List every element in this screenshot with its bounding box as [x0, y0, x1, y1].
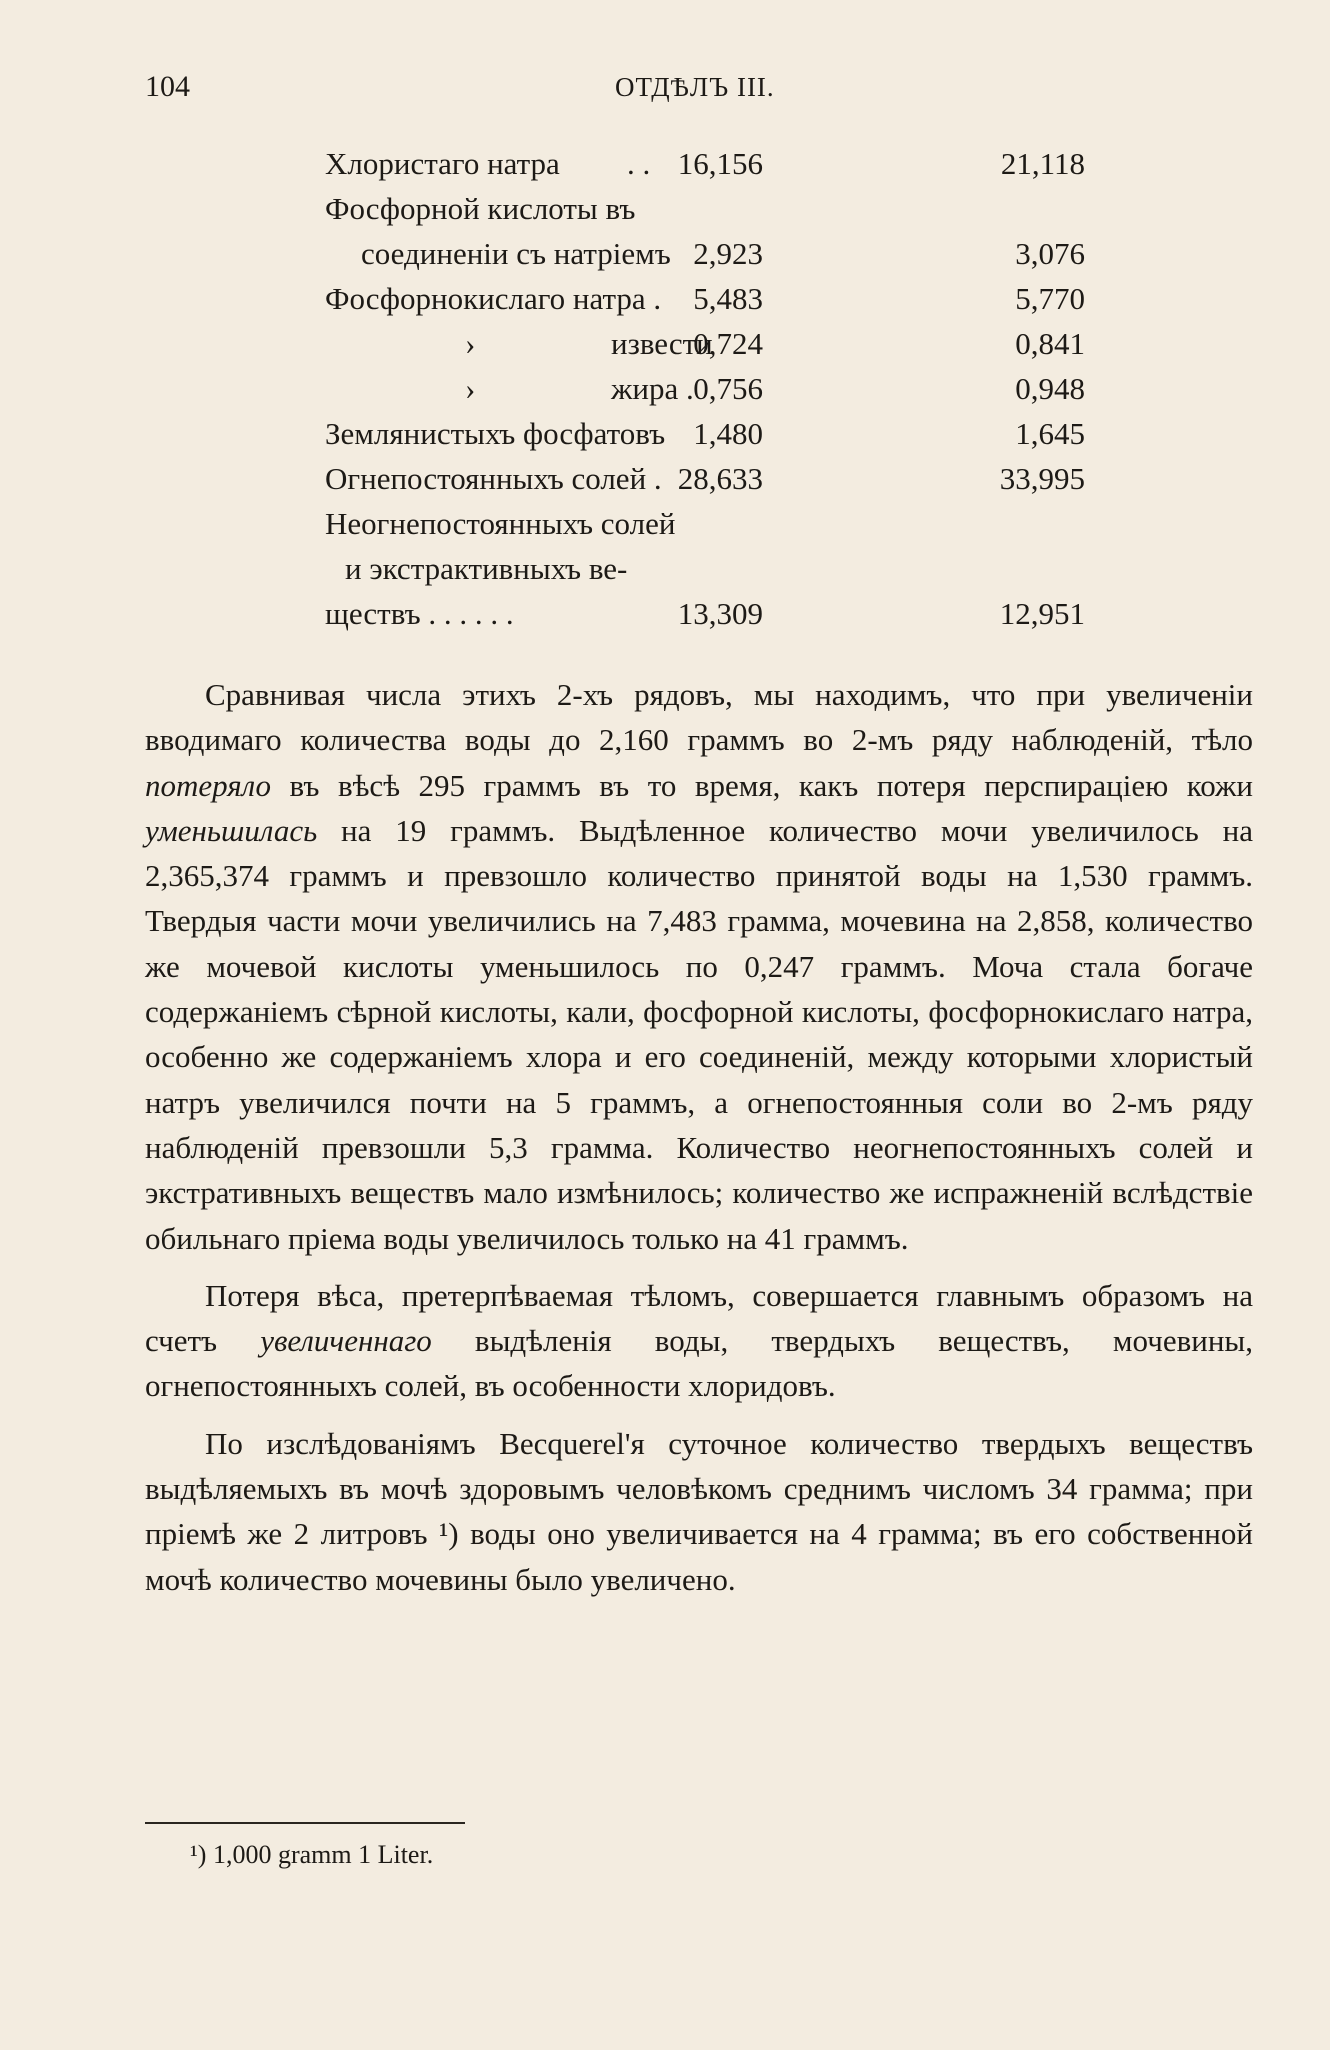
table-row: [325, 461, 1085, 506]
footnote-rule: [145, 1822, 465, 1824]
row-label: соединенiи съ натрiемъ: [361, 236, 671, 271]
value-col1: 13,309: [677, 596, 763, 631]
table-row: [325, 371, 1085, 416]
value-col1: 0,724: [693, 326, 763, 361]
value-col2: 21,118: [1000, 146, 1085, 181]
text-run: на 19 граммъ. Выдѣленное количество мочи увеличилось на 2,365,374 граммъ и превзошло количество принятой воды на 1,530 граммъ. Твердыя части мочи увеличились на 7,483 грамма, мочевина на 2,858, количество же мочевой кислоты уменьшилось по 0,247 граммъ. Моча стала богаче содержанiемъ сѣрной кислоты, кали, фосфорной кислоты, фосфорнокислаго натра, особенно же содержанiемъ хлора и его соединенiй, между которыми хлористый натръ увеличился почти на 5 граммъ, а огнепостоянныя соли во 2-мъ ряду наблюденiй превзошли 5,3 грамма. Количество неогнепостоянныхъ солей и экстративныхъ веществъ мало измѣнилось; количество же испражненiй вслѣдствiе обильнаго прiема воды увеличилось только на 41 граммъ.: [145, 812, 1253, 1256]
value-col1: 28,633: [677, 461, 763, 496]
row-label: Неогнепостоянныхъ солей: [325, 506, 676, 541]
footnote: [190, 1840, 433, 1870]
emphasis: увеличеннаго: [260, 1323, 432, 1359]
table-row: [325, 596, 1085, 641]
row-label: Фосфорнокислаго натра .: [325, 281, 662, 316]
value-col2: 3,076: [1015, 236, 1085, 271]
paragraph: [145, 1273, 1253, 1409]
text-run: выдѣленiя воды, твердыхъ веществъ, мочевины, огнепостоянныхъ солей, въ особенности хлоридовъ.: [145, 1323, 1253, 1404]
value-col2: 1,645: [1015, 416, 1085, 451]
text-run: По изслѣдованiямъ Becquerel'я суточное количество твердыхъ веществъ выдѣляемыхъ въ мочѣ здоровымъ человѣкомъ среднимъ числомъ 34 грамма; при прiемѣ же 2 литровъ: [145, 1425, 1253, 1552]
page-number: 104: [145, 70, 190, 103]
body-text: [145, 672, 1253, 1614]
paragraph: [145, 672, 1253, 1261]
row-label: Землянистыхъ фосфатовъ: [325, 416, 666, 451]
value-col2: 5,770: [1015, 281, 1085, 316]
value-col2: 33,995: [999, 461, 1085, 496]
value-col2: 12,951: [999, 596, 1085, 631]
value-col2: 0,948: [1015, 371, 1085, 406]
ditto-mark: ›: [465, 371, 476, 406]
value-col1: 5,483: [693, 281, 763, 316]
footnote-marker: ¹): [190, 1840, 207, 1869]
value-col1: 2,923: [693, 236, 763, 271]
table-row: [325, 236, 1085, 281]
table-row: [325, 326, 1085, 371]
row-label: и экстрактивныхъ ве-: [345, 551, 628, 586]
row-label: Фосфорной кислоты въ: [325, 191, 636, 226]
emphasis: потеряло: [145, 767, 272, 803]
row-label: жира .: [611, 371, 694, 406]
footnote-text: 1,000 gramm 1 Liter.: [212, 1840, 434, 1869]
salts-table: [325, 146, 1085, 641]
row-label: Хлористаго натра: [325, 146, 560, 181]
row-label: ществъ . . . . . .: [325, 596, 514, 631]
page-header: [145, 70, 1255, 110]
paragraph: [145, 1421, 1253, 1602]
emphasis: уменьшилась: [145, 812, 318, 848]
table-row: [325, 551, 1085, 596]
row-dots: . .: [627, 146, 651, 181]
table-row: [325, 416, 1085, 461]
value-col1: 0,756: [693, 371, 763, 406]
footnote-reference: ¹): [439, 1516, 459, 1552]
ditto-mark: ›: [465, 326, 476, 361]
value-col1: 1,480: [693, 416, 763, 451]
text-run: въ вѣсѣ 295 граммъ въ то время, какъ потеря перспирацiею кожи: [271, 767, 1253, 803]
table-row: [325, 191, 1085, 236]
value-col2: 0,841: [1015, 326, 1085, 361]
row-label: извести: [611, 326, 713, 361]
text-run: воды оно увеличивается на 4 грамма; въ его собственной мочѣ количество мочевины было увеличено.: [145, 1516, 1253, 1597]
table-row: [325, 146, 1085, 191]
running-head: ОТДѢЛЪ III.: [615, 72, 775, 102]
table-row: [325, 281, 1085, 326]
text-run: Потеря вѣса, претерпѣваемая тѣломъ, совершается главнымъ образомъ на счетъ: [145, 1277, 1253, 1359]
text-run: Сравнивая числа этихъ 2-хъ рядовъ, мы находимъ, что при увеличенiи вводимаго количества воды до 2,160 граммъ во 2-мъ ряду наблюденiй, тѣло: [145, 677, 1253, 758]
row-label: Огнепостоянныхъ солей .: [325, 461, 662, 496]
table-row: [325, 506, 1085, 551]
value-col1: 16,156: [677, 146, 763, 181]
